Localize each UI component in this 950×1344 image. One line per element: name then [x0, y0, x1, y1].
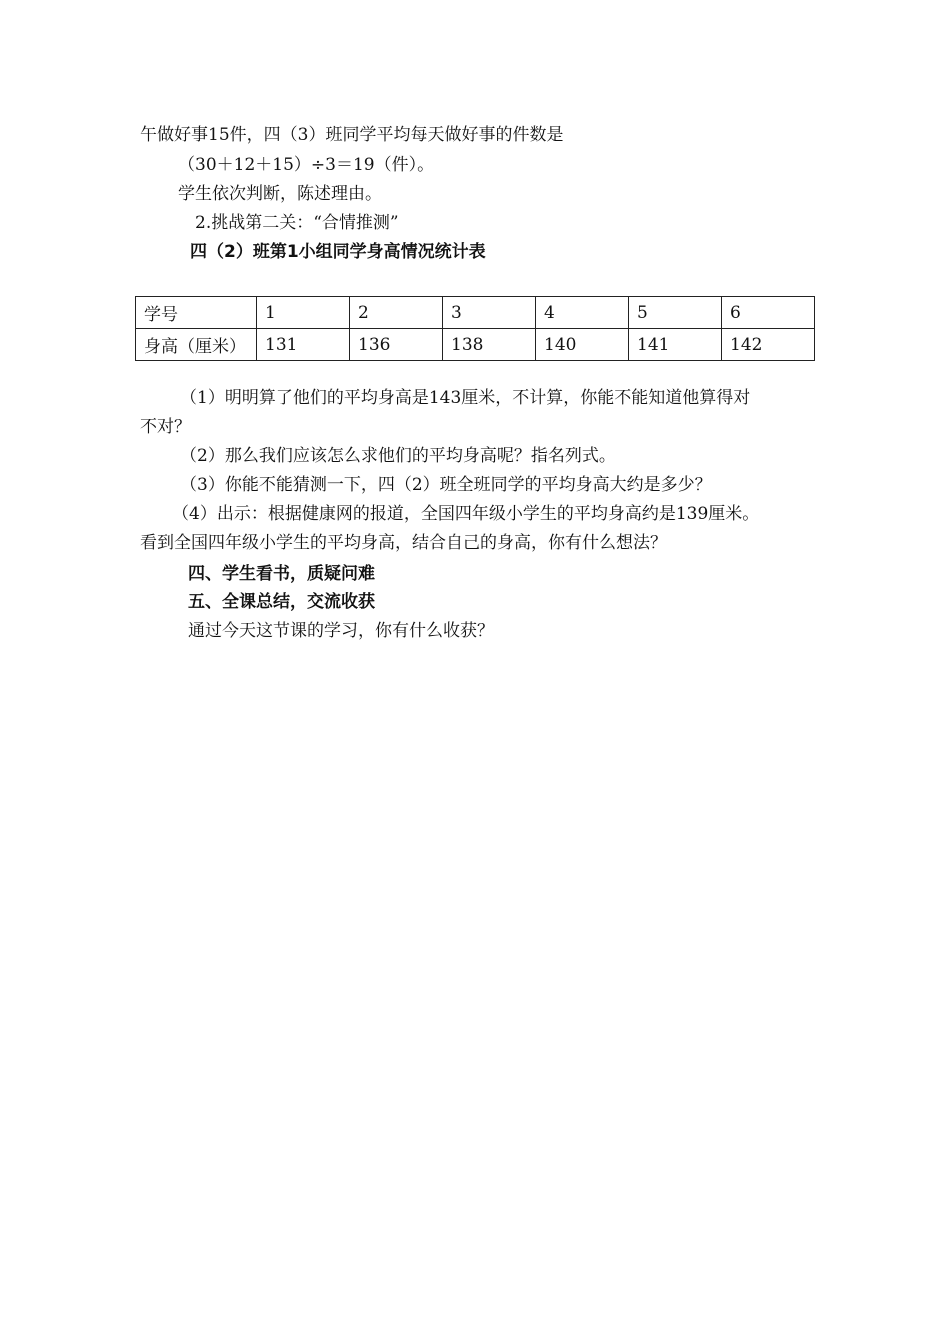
question: （3）你能不能猜测一下，四（2）班全班同学的平均身高大约是多少？	[180, 475, 712, 495]
table-cell: 136	[350, 329, 443, 361]
table-cell: 141	[629, 329, 722, 361]
question: （2）那么我们应该怎么求他们的平均身高呢？指名列式。	[180, 446, 616, 466]
paragraph: 2.挑战第二关：“合情推测”	[195, 213, 399, 233]
table-cell: 131	[257, 329, 350, 361]
section-heading: 四、学生看书，质疑问难	[188, 564, 375, 584]
closing-question: 通过今天这节课的学习，你有什么收获？	[188, 621, 494, 641]
table-title: 四（2）班第1小组同学身高情况统计表	[190, 242, 486, 262]
question: （1）明明算了他们的平均身高是143厘米，不计算，你能不能知道他算得对	[180, 388, 751, 408]
paragraph: 学生依次判断，陈述理由。	[178, 184, 382, 204]
table-cell: 138	[443, 329, 536, 361]
table-row	[136, 297, 815, 329]
question: （4）出示：根据健康网的报道，全国四年级小学生的平均身高约是139厘米。	[172, 504, 760, 524]
table-cell: 5	[629, 297, 722, 329]
table-cell: 4	[536, 297, 629, 329]
table-cell: 3	[443, 297, 536, 329]
table-row	[136, 329, 815, 361]
question: 不对？	[140, 417, 191, 437]
paragraph: （30＋12＋15）÷3＝19（件）。	[178, 155, 435, 175]
table-cell: 2	[350, 297, 443, 329]
height-stats-table	[135, 296, 815, 361]
section-heading: 五、全课总结，交流收获	[188, 592, 375, 612]
table-cell: 142	[722, 329, 815, 361]
table-cell: 140	[536, 329, 629, 361]
table-cell: 6	[722, 297, 815, 329]
row-header: 身高（厘米）	[136, 329, 257, 361]
paragraph: 午做好事15件，四（3）班同学平均每天做好事的件数是	[140, 125, 564, 145]
table-cell: 1	[257, 297, 350, 329]
question: 看到全国四年级小学生的平均身高，结合自己的身高，你有什么想法？	[140, 533, 667, 553]
row-header: 学号	[136, 297, 257, 329]
